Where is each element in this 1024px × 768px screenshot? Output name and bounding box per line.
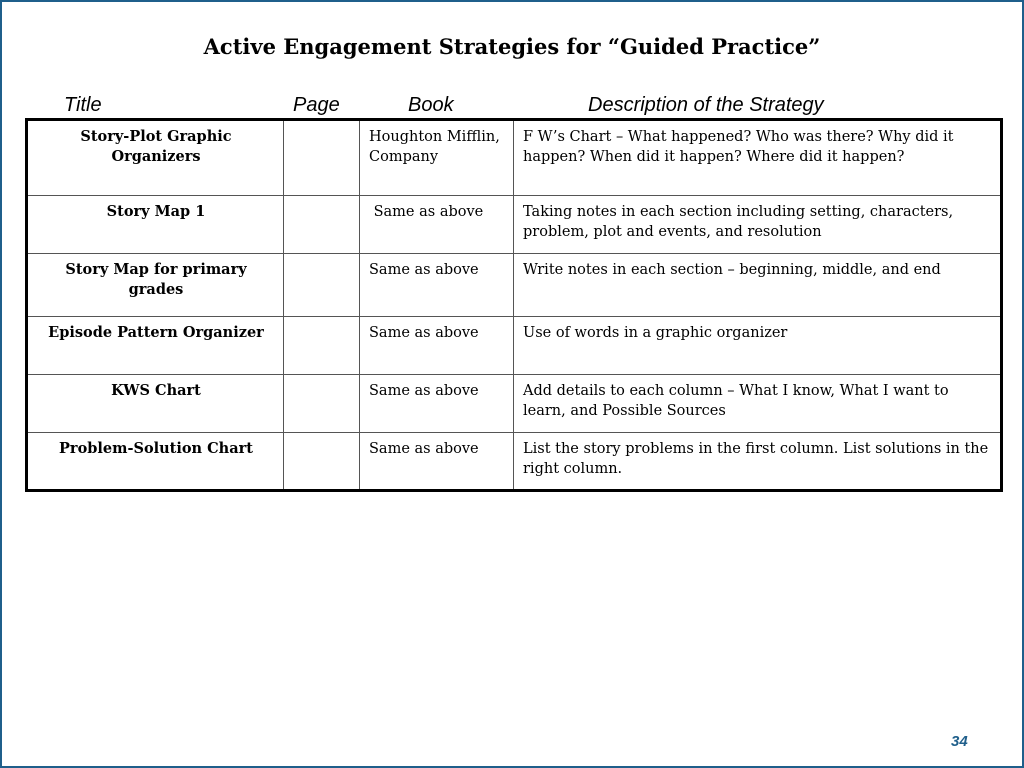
row-description-cell: Use of words in a graphic organizer — [514, 317, 1002, 375]
row-description-cell: Add details to each column – What I know, What I want to learn, and Possible Sources — [514, 375, 1002, 433]
row-book-cell: Same as above — [360, 196, 514, 254]
column-headers — [0, 94, 1024, 118]
page-number: 34 — [951, 733, 968, 750]
column-header-page: Page — [293, 94, 340, 116]
row-page-cell — [284, 254, 360, 317]
row-book-cell: Same as above — [360, 375, 514, 433]
row-page-cell — [284, 120, 360, 196]
row-title-cell: Episode Pattern Organizer — [27, 317, 284, 375]
table-row — [27, 433, 1002, 491]
row-description-cell: List the story problems in the first column. List solutions in the right column. — [514, 433, 1002, 491]
slide-title: Active Engagement Strategies for “Guided Practice” — [203, 34, 821, 59]
row-title-cell: Story-Plot Graphic Organizers — [27, 120, 284, 196]
row-title-cell: Story Map 1 — [27, 196, 284, 254]
row-page-cell — [284, 433, 360, 491]
column-header-book: Book — [408, 94, 454, 116]
row-page-cell — [284, 317, 360, 375]
row-description-cell: F W’s Chart – What happened? Who was there? Why did it happen? When did it happen? Where did it happen? — [514, 120, 1002, 196]
row-book-cell: Same as above — [360, 317, 514, 375]
table-row — [27, 375, 1002, 433]
row-title-cell: Story Map for primary grades — [27, 254, 284, 317]
column-header-description: Description of the Strategy — [588, 94, 824, 116]
row-description-cell: Taking notes in each section including setting, characters, problem, plot and events, and resolution — [514, 196, 1002, 254]
row-book-cell: Same as above — [360, 254, 514, 317]
table-row — [27, 317, 1002, 375]
row-title-cell: KWS Chart — [27, 375, 284, 433]
row-page-cell — [284, 196, 360, 254]
column-header-title: Title — [64, 94, 102, 116]
row-title-cell: Problem-Solution Chart — [27, 433, 284, 491]
row-book-cell: Same as above — [360, 433, 514, 491]
row-book-cell: Houghton Mifflin, Company — [360, 120, 514, 196]
row-page-cell — [284, 375, 360, 433]
table-row — [27, 254, 1002, 317]
row-description-cell: Write notes in each section – beginning, middle, and end — [514, 254, 1002, 317]
table-row — [27, 196, 1002, 254]
table-row — [27, 120, 1002, 196]
strategies-table — [25, 118, 1003, 492]
